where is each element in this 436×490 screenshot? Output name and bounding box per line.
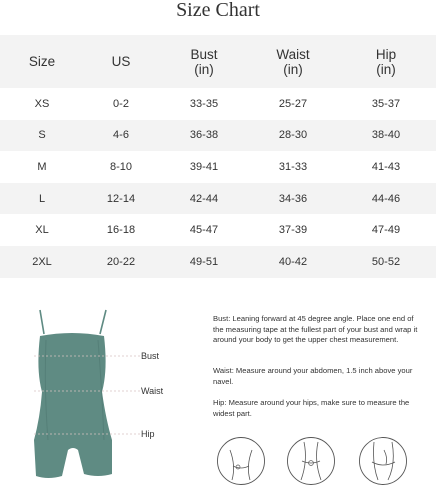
cell-bust: 36-38 <box>189 129 219 142</box>
cell-us: 12-14 <box>106 192 136 205</box>
cell-size: L <box>38 192 46 205</box>
hip-instruction: Hip: Measure around your hips, make sure to measure the widest part. <box>213 398 410 418</box>
bodysuit-illustration <box>20 300 200 485</box>
table-row <box>0 151 436 183</box>
cell-us: 8-10 <box>109 160 133 173</box>
cell-hip: 38-40 <box>371 129 401 142</box>
header-bust: Bust (in) <box>190 46 218 77</box>
table-header-row <box>0 35 436 88</box>
bust-label: Bust <box>141 351 160 361</box>
waist-instruction: Waist: Measure around your abdomen, 1.5 inch above your navel. <box>213 366 413 386</box>
header-waist: Waist (in) <box>276 46 310 77</box>
page-title: Size Chart <box>176 0 260 21</box>
cell-size: XS <box>34 97 50 110</box>
cell-bust: 42-44 <box>189 192 219 205</box>
header-hip: Hip (in) <box>375 46 397 77</box>
table-row <box>0 120 436 152</box>
cell-us: 4-6 <box>113 129 129 142</box>
cell-size: XL <box>35 224 49 237</box>
header-size: Size <box>28 54 56 69</box>
table-row <box>0 214 436 246</box>
cell-hip: 41-43 <box>371 160 401 173</box>
hip-label: Hip <box>141 429 155 439</box>
cell-hip: 50-52 <box>371 255 401 268</box>
size-chart-table <box>0 35 436 278</box>
hip-measure-icon <box>358 436 408 486</box>
cell-size: 2XL <box>32 255 52 268</box>
table-row <box>0 183 436 215</box>
waist-label: Waist <box>141 386 164 396</box>
bust-measure-icon <box>216 436 266 486</box>
cell-bust: 49-51 <box>189 255 219 268</box>
cell-bust: 33-35 <box>189 97 219 110</box>
measurement-icons <box>212 436 424 488</box>
cell-us: 0-2 <box>113 97 129 110</box>
cell-hip: 35-37 <box>371 97 401 110</box>
cell-us: 16-18 <box>106 224 136 237</box>
table-row <box>0 246 436 278</box>
cell-bust: 39-41 <box>189 160 219 173</box>
table-row <box>0 88 436 120</box>
cell-waist: 40-42 <box>278 255 308 268</box>
cell-us: 20-22 <box>106 255 136 268</box>
cell-waist: 25-27 <box>278 97 308 110</box>
cell-waist: 34-36 <box>278 192 308 205</box>
cell-waist: 28-30 <box>278 129 308 142</box>
cell-bust: 45-47 <box>189 224 219 237</box>
cell-size: M <box>37 160 47 173</box>
waist-measure-icon <box>286 436 336 486</box>
cell-waist: 31-33 <box>278 160 308 173</box>
cell-hip: 44-46 <box>371 192 401 205</box>
cell-waist: 37-39 <box>278 224 308 237</box>
cell-hip: 47-49 <box>371 224 401 237</box>
cell-size: S <box>38 129 46 142</box>
bodysuit-figure <box>20 300 200 485</box>
header-us: US <box>111 54 131 69</box>
bust-instruction: Bust: Leaning forward at 45 degree angle. Place one end of the measuring tape at the fullest part of your bust and wrap it around your body to get the upper chest measurement. <box>213 314 418 344</box>
